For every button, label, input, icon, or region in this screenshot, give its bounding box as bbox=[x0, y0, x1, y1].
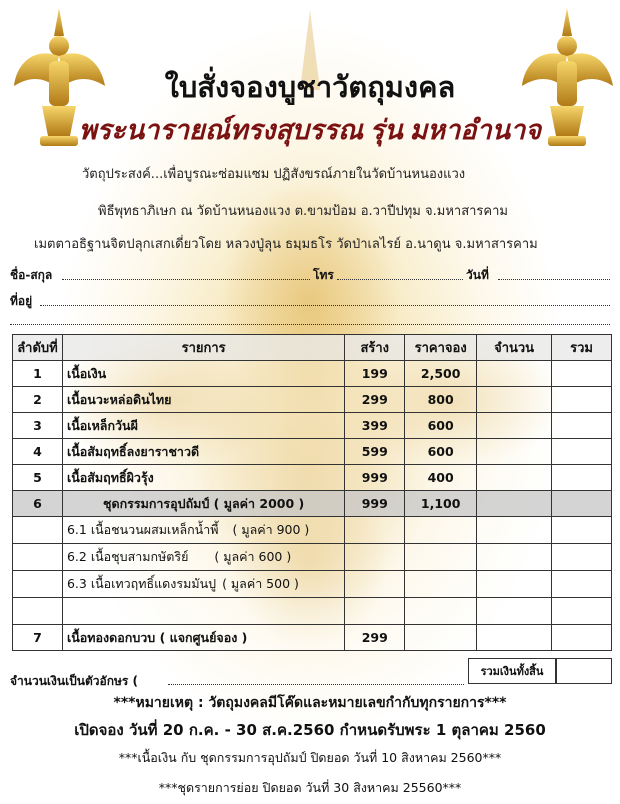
ceremony-text: พิธีพุทธาภิเษก ณ วัดบ้านหนองแวง ต.ขามป้อม อ.วาปีปทุม จ.มหาสารคาม bbox=[98, 204, 508, 219]
empty-row bbox=[13, 598, 612, 625]
sub-item-row bbox=[13, 544, 612, 571]
silver-close-note: ***เนื้อเงิน กับ ชุดกรรมการอุปถัมป์ ปิดยอด วันที่ 10 สิงหาคม 2560*** bbox=[118, 750, 502, 765]
table-header-row bbox=[13, 335, 612, 361]
row-no: 6 bbox=[13, 491, 63, 517]
header-no: ลำดับที่ bbox=[13, 335, 63, 361]
row-made: 199 bbox=[345, 361, 405, 387]
purpose-text: วัตถุประสงค์...เพื่อบูรณะซ่อมแซม ปฏิสังขรณ์ภายในวัดบ้านหนองแวง bbox=[82, 167, 466, 182]
row-made: 999 bbox=[345, 465, 405, 491]
row-total-cell[interactable] bbox=[552, 413, 612, 439]
row-quantity-cell[interactable] bbox=[477, 439, 552, 465]
sub-item-value: ( มูลค่า 500 ) bbox=[222, 576, 299, 591]
row-quantity-cell[interactable] bbox=[477, 361, 552, 387]
table-row bbox=[13, 465, 612, 491]
amount-in-words-field[interactable] bbox=[168, 684, 464, 685]
row-item: เนื้อสัมฤทธิ์ลงยาราชาวดี bbox=[62, 439, 344, 465]
remark-note: ***หมายเหตุ : วัตถุมงคลมีโค๊ดและหมายเลขกำกับทุกรายการ*** bbox=[113, 695, 507, 711]
phone-label: โทร bbox=[313, 268, 334, 282]
committee-set-row bbox=[13, 491, 612, 517]
address-field-line1[interactable] bbox=[40, 305, 610, 306]
row-total-cell[interactable] bbox=[552, 387, 612, 413]
row-quantity-cell[interactable] bbox=[477, 491, 552, 517]
sub-item-name: 6.2 เนื้อชุบสามกษัตริย์ bbox=[66, 549, 189, 564]
row-item: เนื้อสัมฤทธิ์ผิวรุ้ง bbox=[62, 465, 344, 491]
sub-item-value: ( มูลค่า 600 ) bbox=[214, 549, 292, 564]
row-no: 1 bbox=[13, 361, 63, 387]
row-total-cell[interactable] bbox=[552, 625, 612, 651]
order-items-table bbox=[12, 334, 612, 651]
row-no: 3 bbox=[13, 413, 63, 439]
phone-field[interactable] bbox=[337, 279, 463, 280]
row-price: 600 bbox=[405, 413, 477, 439]
row-quantity-cell[interactable] bbox=[477, 625, 552, 651]
header-price: ราคาจอง bbox=[405, 335, 477, 361]
sub-items-close-note: ***ชุดรายการย่อย ปิดยอด วันที่ 30 สิงหาคม 25560*** bbox=[158, 780, 462, 795]
row-total-cell[interactable] bbox=[552, 491, 612, 517]
header-quantity: จำนวน bbox=[477, 335, 552, 361]
header-item: รายการ bbox=[62, 335, 344, 361]
row-total-cell[interactable] bbox=[552, 439, 612, 465]
row-total-cell[interactable] bbox=[552, 361, 612, 387]
row-item: เนื้อเหล็กวันผี bbox=[62, 413, 344, 439]
sub-item-row bbox=[13, 517, 612, 544]
table-row bbox=[13, 413, 612, 439]
date-label: วันที่ bbox=[466, 268, 489, 282]
blessing-text: เมตตาอธิฐานจิตปลุกเสกเดี่ยวโดย หลวงปู่ลุน ธมฺมธโร วัดป่าเลไรย์ อ.นาดูน จ.มหาสารคาม bbox=[34, 237, 538, 252]
table-row bbox=[13, 387, 612, 413]
row-no: 4 bbox=[13, 439, 63, 465]
row-quantity-cell[interactable] bbox=[477, 387, 552, 413]
row-price: 2,500 bbox=[405, 361, 477, 387]
address-label: ที่อยู่ bbox=[10, 294, 33, 308]
row-no: 2 bbox=[13, 387, 63, 413]
name-label: ชื่อ-สกุล bbox=[10, 268, 53, 282]
row-price: 600 bbox=[405, 439, 477, 465]
grand-total-label: รวมเงินทั้งสิ้น bbox=[468, 658, 556, 684]
row-item: เนื้อทองดอกบวบ ( แจกศูนย์จอง ) bbox=[62, 625, 344, 651]
table-row bbox=[13, 625, 612, 651]
row-item: ชุดกรรมการอุปถัมป์ ( มูลค่า 2000 ) bbox=[62, 491, 344, 517]
date-field[interactable] bbox=[498, 279, 610, 280]
address-field-line2[interactable] bbox=[10, 324, 610, 325]
row-price: 800 bbox=[405, 387, 477, 413]
row-made: 299 bbox=[345, 387, 405, 413]
row-price: 400 bbox=[405, 465, 477, 491]
row-quantity-cell[interactable] bbox=[477, 413, 552, 439]
row-price: 1,100 bbox=[405, 491, 477, 517]
row-made: 599 bbox=[345, 439, 405, 465]
row-made: 299 bbox=[345, 625, 405, 651]
row-item: เนื้อนวะหล่อดินไทย bbox=[62, 387, 344, 413]
booking-dates-note: เปิดจอง วันที่ 20 ก.ค. - 30 ส.ค.2560 กำหนดรับพระ 1 ตุลาคม 2560 bbox=[74, 721, 546, 739]
header-made: สร้าง bbox=[345, 335, 405, 361]
row-no: 7 bbox=[13, 625, 63, 651]
row-no: 5 bbox=[13, 465, 63, 491]
row-quantity-cell[interactable] bbox=[477, 465, 552, 491]
row-price bbox=[405, 625, 477, 651]
amount-in-words-label: จำนวนเงินเป็นตัวอักษร ( bbox=[10, 674, 139, 688]
name-field[interactable] bbox=[62, 279, 310, 280]
row-total-cell[interactable] bbox=[552, 465, 612, 491]
sub-item-row bbox=[13, 571, 612, 598]
sub-item-value: ( มูลค่า 900 ) bbox=[232, 522, 310, 537]
table-row bbox=[13, 361, 612, 387]
table-row bbox=[13, 439, 612, 465]
row-made: 399 bbox=[345, 413, 405, 439]
amulet-series-title: พระนารายณ์ทรงสุบรรณ รุ่น มหาอำนาจ bbox=[78, 115, 542, 145]
row-made: 999 bbox=[345, 491, 405, 517]
row-item: เนื้อเงิน bbox=[62, 361, 344, 387]
sub-item-name: 6.3 เนื้อเทวฤทธิ์แดงรมมันปู bbox=[66, 576, 217, 591]
header-total: รวม bbox=[552, 335, 612, 361]
form-title: ใบสั่งจองบูชาวัตถุมงคล bbox=[164, 72, 456, 104]
sub-item-name: 6.1 เนื้อชนวนผสมเหล็กน้ำพี้ bbox=[66, 522, 219, 537]
grand-total-field[interactable] bbox=[556, 658, 612, 684]
